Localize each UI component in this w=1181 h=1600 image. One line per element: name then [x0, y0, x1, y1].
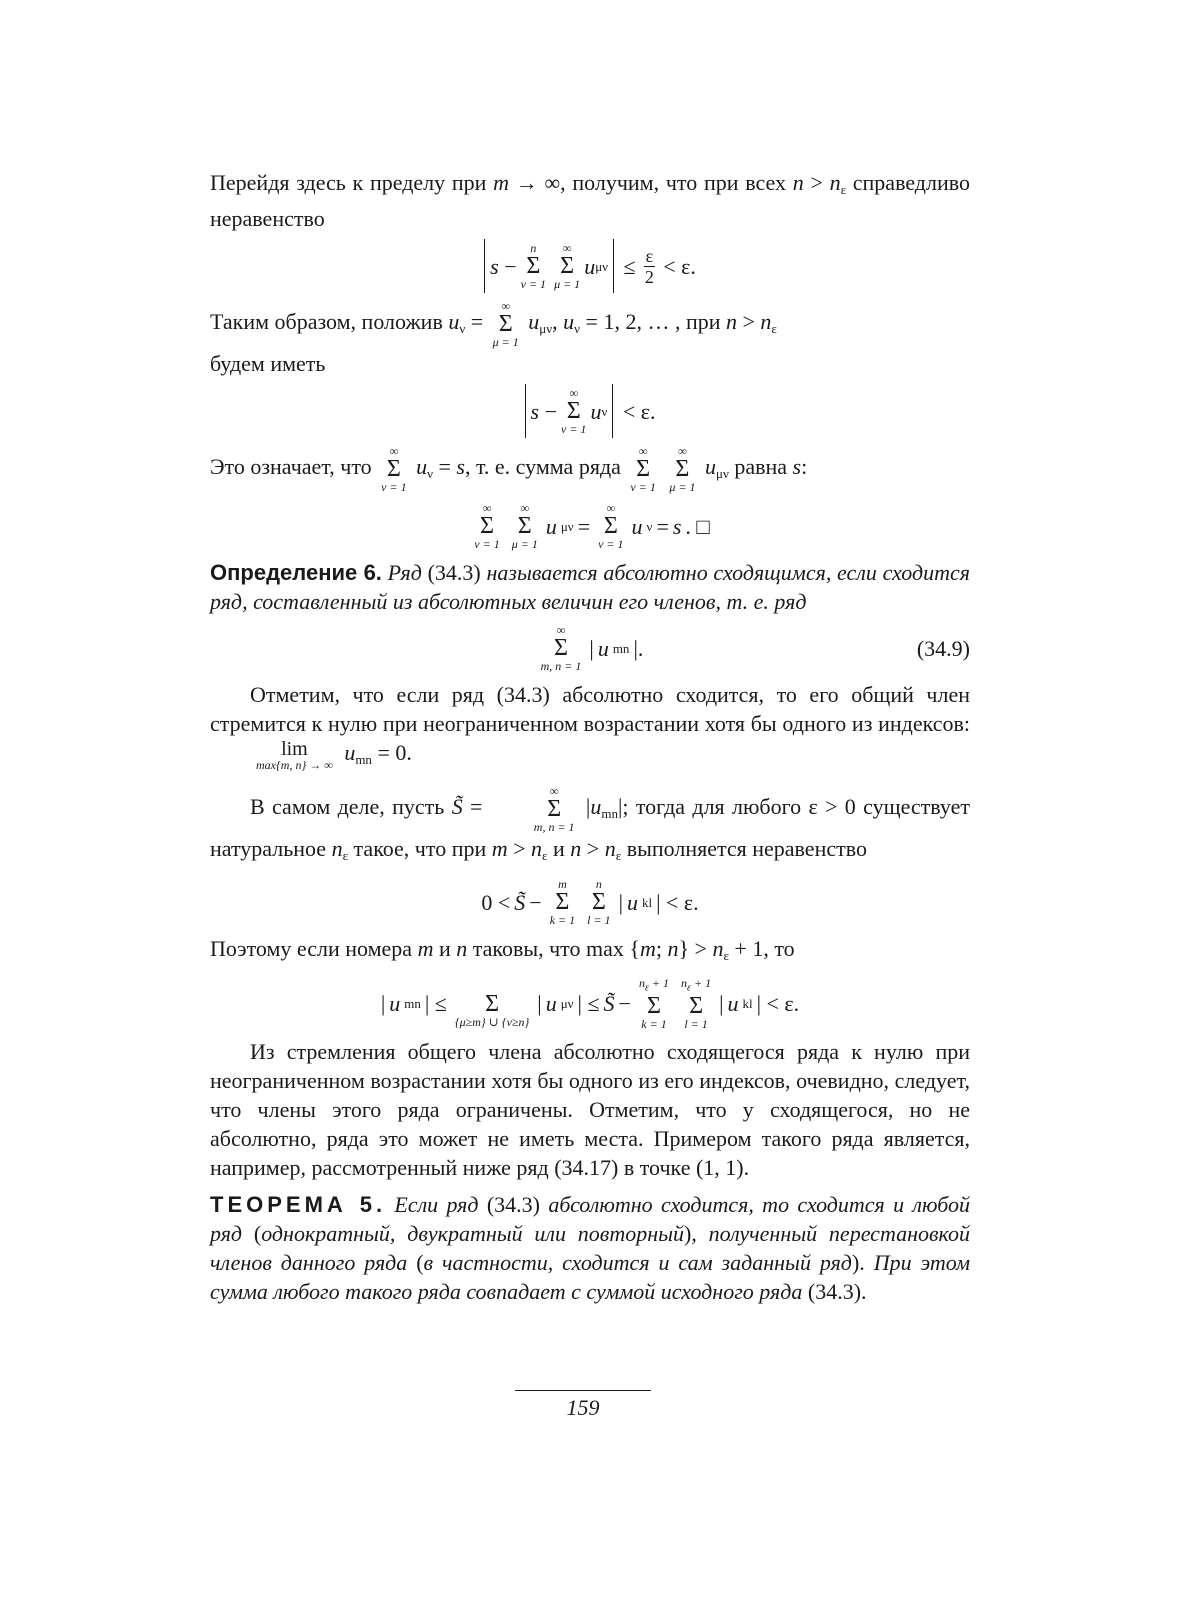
paragraph-5: В самом деле, пусть S̃ = ∞ Σ m, n = 1 $|u_{mn}|$; тогда для любого ε > 0 существует натуральное $n_\varepsilon$ такое, что при $m > n_\varepsilon$ и $n > n_\varepsilon$ выполняется неравенство [210, 784, 970, 863]
theorem-title: ТЕОРЕМА 5. [210, 1192, 387, 1218]
equation-1: s − n Σ ν = 1 ∞ Σ μ = 1 u μν ≤ $\frac{\varepsilon}{2}$ < ε. [210, 239, 970, 293]
equation-4: ∞ Σ m, n = 1 | u mn |. (34.9) [540, 623, 970, 673]
paragraph-7: Из стремления общего члена абсолютно сходящегося ряда к нулю при неограниченном возрастании хотя бы одного из его индексов, очевидно, следует, что члены этого ряда ограничены. Отметим, что у сходящегося, но не абсолютно, ряда это может не иметь места. Примером такого ряда является, например, рассмотренный ниже ряд (34.17) в точке (1, 1). [210, 1039, 970, 1181]
equation-2: s − ∞ Σ ν = 1 u ν < ε. [210, 384, 970, 438]
page-number: 159 [515, 1390, 651, 1421]
definition-6: Определение 6. Ряд (34.3) называется абсолютно сходящимся, если сходится ряд, составленный из абсолютных величин его членов, т. е. ряд [210, 560, 970, 614]
equation-7: | u mn | ≤ Σ {μ≥m} ∪ {ν≥n} | u μν | ≤ S̃ − $n_\varepsilon + 1$ Σ k = 1 $n_\varepsilon + 1$ Σ l = 1 | u kl | < ε. [380, 976, 800, 1032]
definition-title: Определение 6. [210, 560, 382, 585]
paragraph-6: Поэтому если номера m и n таковы, что max {m; $n\} > n_\varepsilon + 1$, то [210, 936, 795, 963]
paragraph-1: Перейдя здесь к пределу при m → ∞, получим, что при всех $n > n_\varepsilon$ справедливо неравенство [210, 170, 970, 231]
equation-number: (34.9) [916, 635, 970, 661]
paragraph-3: Это означает, что ∞ Σ ν = 1 $u_\nu = s$, т. е. сумма ряда ∞ Σ ν = 1 ∞ Σ μ = 1 $u_{\mu\nu}$ равна s: [210, 444, 808, 494]
paragraph-2: Таким образом, положив $u_\nu$ = ∞ Σ μ = 1 $u_{\mu\nu}$, $u_\nu = 1$, 2, … , при $n > n_\varepsilon$ [210, 299, 777, 349]
theorem-5: ТЕОРЕМА 5. Если ряд (34.3) абсолютно сходится, то сходится и любой ряд (однократный, двукратный или повторный), полученный перестановкой членов данного ряда (в частности, сходится и сам заданный ряд). При этом сумма любого такого ряда совпадает с суммой исходного ряда (34.3). [210, 1192, 971, 1305]
page-body [210, 168, 970, 1306]
paragraph-4: Отметим, что если ряд (34.3) абсолютно сходится, то его общий член стремится к нулю при неограниченном возрастании хотя бы одного из индексов: lim max{m, n} → ∞ $u_{mn} = 0$. [210, 682, 970, 772]
equation-3: ∞ Σ ν = 1 ∞ Σ μ = 1 u μν = ∞ Σ ν = 1 u ν = s . □ [474, 501, 710, 551]
equation-6: 0 < S̃ − m Σ k = 1 n Σ l = 1 | u kl | < ε. [481, 877, 699, 927]
paragraph-2b: будем иметь [210, 351, 326, 376]
